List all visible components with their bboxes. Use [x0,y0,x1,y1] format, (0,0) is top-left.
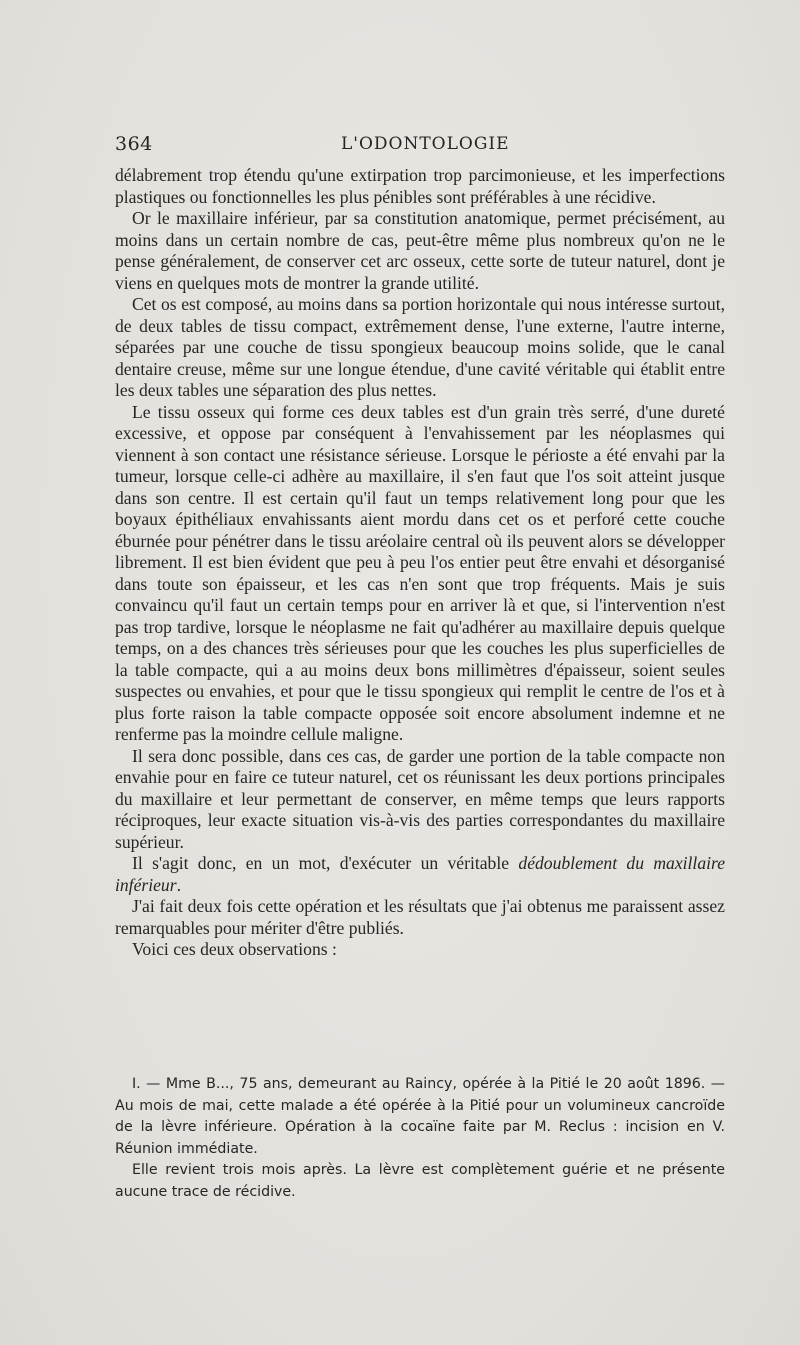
paragraph: Il sera donc possible, dans ces cas, de garder une portion de la table compacte non envahie pour en faire ce tuteur naturel, cet os réunissant les deux portions principales du maxillaire et leur permettant de conserver, en même temps que leurs rapports réciproques, leur exacte situation vis-à-vis des parties correspondantes du maxillaire supérieur. [115,745,725,852]
paragraph: délabrement trop étendu qu'une extirpation trop parcimonieuse, et les imperfections plastiques ou fonctionnelles les plus pénibles sont préférables à une récidive. [115,165,725,207]
paragraph: Or le maxillaire inférieur, par sa constitution anatomique, permet précisément, au moins dans un certain nombre de cas, peut-être même plus nombreux qu'on ne le pense généralement, de conserver cet arc osseux, cette sorte de tuteur naturel, dont je viens en quelques mots de montrer la grande utilité. [115,208,725,293]
body-text [115,165,725,961]
paragraph-end: . [176,874,181,895]
italic-term: dédoublement du maxillaire inférieur [115,853,726,895]
note-paragraph: Elle revient trois mois après. La lèvre est complètement guérie et ne présente aucune trace de récidive. [115,1162,725,1200]
note-paragraph: I. — Mme B..., 75 ans, demeurant au Raincy, opérée à la Pitié le 20 août 1896. — Au mois de mai, cette malade a été opérée à la Pitié pour un volumineux cancroïde de la lèvre inférieure. Opération à la cocaïne faite par M. Reclus : incision en V. Réunion immédiate. [115,1076,725,1157]
paragraph-text: Il s'agit donc, en un mot, d'exécuter un véritable [132,853,519,873]
paragraph: Cet os est composé, au moins dans sa portion horizontale qui nous intéresse surtout, de deux tables de tissu compact, extrêmement dense, l'une externe, l'autre interne, séparées par une couche de tissu spongieux beaucoup moins solide, que le canal dentaire creuse, même sur une longue étendue, d'une cavité véritable qui établit entre les deux tables une séparation des plus nettes. [115,294,725,400]
paragraph [115,853,725,896]
page-header [115,131,725,157]
paragraph: J'ai fait deux fois cette opération et les résultats que j'ai obtenus me paraissent assez remarquables pour mériter d'être publiés. [115,896,725,938]
page-number: 364 [115,133,153,155]
paragraph: Le tissu osseux qui forme ces deux tables est d'un grain très serré, d'une dureté excessive, et oppose par conséquent à l'envahissement par les néoplasmes qui viennent à son contact une résistance sérieuse. Lorsque le périoste a été envahi par la tumeur, lorsque celle-ci adhère au maxillaire, il s'en faut que l'os soit atteint jusque dans son centre. Il est certain qu'il faut un temps relativement long pour que les boyaux épithéliaux envahissants aient mordu dans cet os et perforé cette couche éburnée pour pénétrer dans le tissu aréolaire central où ils peuvent alors se développer librement. Il est bien évident que peu à peu l'os entier peut être envahi et désorganisé dans toute son épaisseur, et les cas n'en sont que trop fréquents. Mais je suis convaincu qu'il faut un certain temps pour en arriver là et que, si l'intervention n'est pas trop tardive, lorsque le néoplasme ne fait qu'adhérer au maxillaire depuis quelque temps, on a des chances très sérieuses pour que les couches les plus superficielles de la table compacte, qui a au moins deux bons millimètres d'épaisseur, soient seules suspectes ou envahies, et pour que le tissu spongieux qui remplit le centre de l'os et à plus forte raison la table compacte opposée soit encore absolument indemne et ne renferme pas la moindre cellule maligne. [115,401,725,744]
paragraph: Voici ces deux observations : [132,939,337,959]
observation-notes [115,1074,725,1203]
running-title: L'ODONTOLOGIE [341,134,510,154]
